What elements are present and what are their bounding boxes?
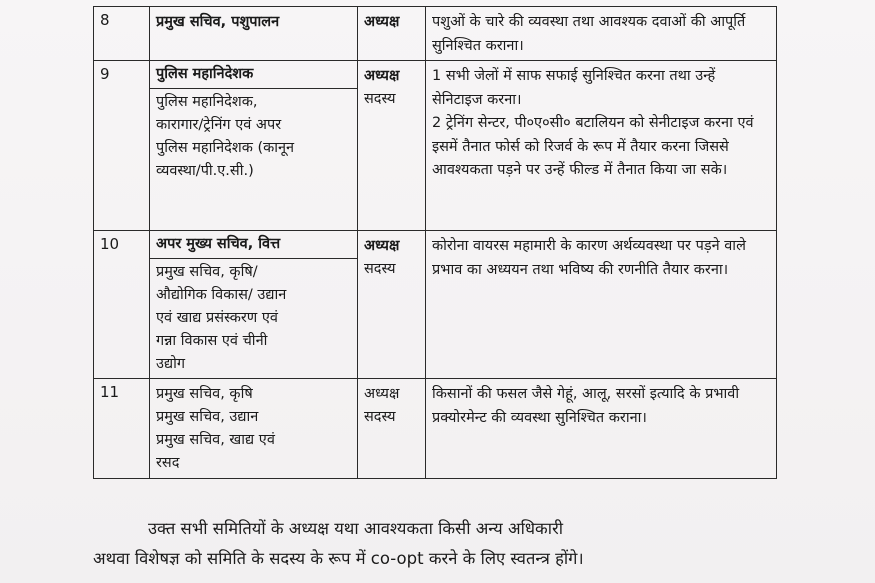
member-line: प्रमुख सचिव, खाद्य एवं: [156, 432, 275, 448]
member-line: प्रमुख सचिव, कृषि/: [156, 264, 258, 280]
row-number: 11: [94, 379, 150, 479]
task-cell: [426, 61, 777, 231]
role-cell: [358, 7, 426, 61]
member-line: प्रमुख सचिव, कृषि: [156, 386, 253, 402]
task-cell: [426, 379, 777, 479]
footer-line-2: अथवा विशेषज्ञ को समिति के सदस्य के रूप में co-opt करने के लिए स्वतन्त्र होंगे।: [93, 549, 584, 568]
member-line: औद्योगिक विकास/ उद्यान: [156, 287, 287, 303]
chair-officer: पुलिस महानिदेशक: [150, 61, 357, 89]
task-text: किसानों की फसल जैसे गेहूं, आलू, सरसों इत्यादि के प्रभावी प्रक्योरमेन्ट की व्यवस्था सुनिश्चित कराना।: [432, 386, 740, 426]
table-row: [94, 379, 777, 479]
row-number: 8: [94, 7, 150, 61]
member-line: गन्ना विकास एवं चीनी: [156, 333, 268, 349]
officer-cell: [150, 379, 358, 479]
task-text: पशुओं के चारे की व्यवस्था तथा आवश्यक दवाओं की आपूर्ति सुनिश्चित कराना।: [432, 14, 746, 54]
role-chair: अध्यक्ष: [364, 68, 400, 84]
role-cell: [358, 231, 426, 379]
task-text: 2 ट्रेनिंग सेन्टर, पी०ए०सी० बटालियन को सेनीटाइज करना एवं इसमें तैनात फोर्स को रिजर्व के रूप में तैयार करना जिससे आवश्यकता पड़ने पर उन्हें फील्ड में तैनात किया जा सके।: [432, 115, 754, 178]
member-officers: [150, 89, 357, 185]
role-member: सदस्य: [364, 91, 396, 107]
role-chair: अध्यक्ष: [364, 386, 400, 402]
chair-officer: [150, 7, 358, 61]
task-text: 1 सभी जेलों में साफ सफाई सुनिश्चित करना तथा उन्हें सेनिटाइज करना।: [432, 68, 716, 108]
role-member: सदस्य: [364, 409, 396, 425]
table-row: [94, 61, 777, 231]
role-chair: अध्यक्ष: [364, 14, 400, 30]
footer-note: [93, 514, 813, 574]
member-officers: [150, 259, 357, 378]
table-row: [94, 231, 777, 379]
committee-table: [93, 6, 777, 479]
table-row: [94, 7, 777, 61]
member-line: कारागार/ट्रेनिंग एवं अपर: [156, 117, 282, 133]
member-line: उद्योग: [156, 356, 185, 372]
task-text: कोरोना वायरस महामारी के कारण अर्थव्यवस्था पर पड़ने वाले प्रभाव का अध्ययन तथा भविष्य की रणनीति तैयार करना।: [432, 238, 746, 278]
member-line: पुलिस महानिदेशक (कानून: [156, 140, 295, 156]
role-cell: [358, 379, 426, 479]
task-cell: [426, 231, 777, 379]
member-line: प्रमुख सचिव, उद्यान: [156, 409, 259, 425]
officer-cell: [150, 231, 358, 379]
chair-officer-text: प्रमुख सचिव, पशुपालन: [156, 14, 280, 30]
row-number: 10: [94, 231, 150, 379]
chair-officer: अपर मुख्य सचिव, वित्त: [150, 231, 357, 259]
member-line: रसद: [156, 455, 180, 471]
task-cell: [426, 7, 777, 61]
footer-line-1: उक्त सभी समितियों के अध्यक्ष यथा आवश्यकता किसी अन्य अधिकारी: [148, 519, 563, 538]
role-cell: [358, 61, 426, 231]
member-line: एवं खाद्य प्रसंस्करण एवं: [156, 310, 278, 326]
member-line: व्यवस्था/पी.ए.सी.): [156, 163, 254, 179]
role-chair: अध्यक्ष: [364, 238, 400, 254]
officer-cell: [150, 61, 358, 231]
row-number: 9: [94, 61, 150, 231]
role-member: सदस्य: [364, 261, 396, 277]
member-line: पुलिस महानिदेशक,: [156, 94, 258, 110]
